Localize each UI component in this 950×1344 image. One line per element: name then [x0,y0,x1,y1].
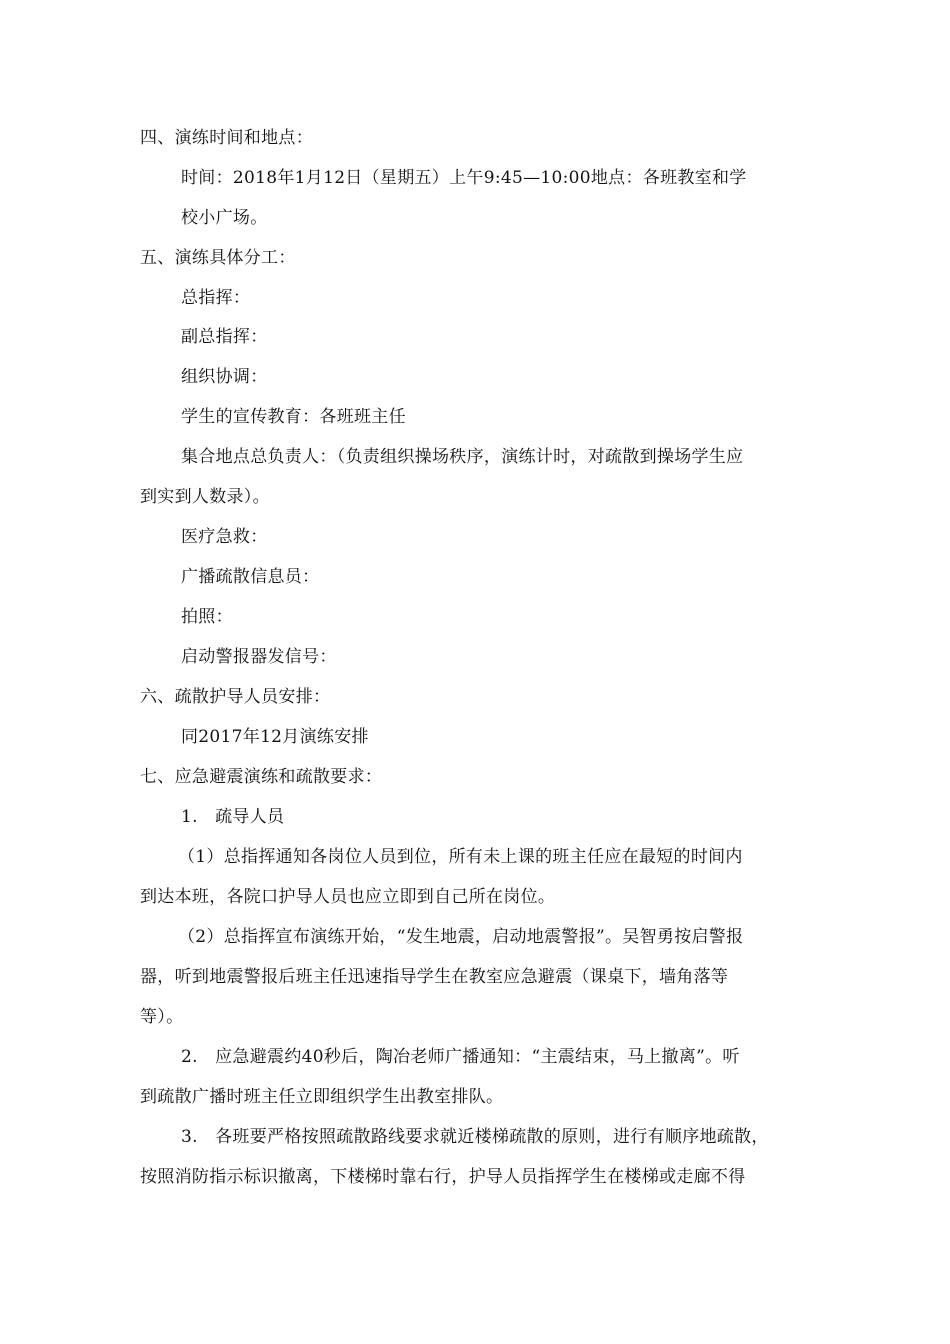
role-publicity: 学生的宣传教育：各班班主任 [181,407,406,427]
item-3-text: 3. 各班要严格按照疏散路线要求就近楼梯疏散的原则，进行有顺序地疏散， [181,1127,769,1147]
drill-time-text: 时间：2018年1月12日（星期五）上午9:45—10:00地点：各班教室和学 [181,168,747,188]
role-coordination: 组织协调： [181,367,268,387]
item-1-2-text-end: 等）。 [140,1007,184,1027]
section-heading-5: 五、演练具体分工： [140,248,296,268]
item-1-heading: 1. 疏导人员 [181,807,285,827]
item-1-2-text-cont: 器，听到地震警报后班主任迅速指导学生在教室应急避震（课桌下，墙角落等 [140,967,729,987]
role-medical: 医疗急救： [181,527,268,547]
role-alarm: 启动警报器发信号： [181,647,337,667]
role-assembly-lead-cont: 到实到人数录）。 [140,487,270,507]
role-broadcast: 广播疏散信息员： [181,567,320,587]
role-deputy-commander: 副总指挥： [181,327,268,347]
drill-location-text: 校小广场。 [181,208,268,228]
role-photography: 拍照： [181,607,233,627]
section-heading-4: 四、演练时间和地点： [140,128,313,148]
role-assembly-lead: 集合地点总负责人：（负责组织操场秩序，演练计时，对疏散到操场学生应 [181,447,744,467]
section-heading-7: 七、应急避震演练和疏散要求： [140,767,383,787]
item-3-text-cont: 按照消防指示标识撤离，下楼梯时靠右行，护导人员指挥学生在楼梯或走廊不得 [140,1167,746,1187]
item-1-1-text: （1）总指挥通知各岗位人员到位，所有未上课的班主任应在最短的时间内 [178,847,743,867]
item-2-text-cont: 到疏散广播时班主任立即组织学生出教室排队。 [140,1087,504,1107]
role-commander: 总指挥： [181,288,251,308]
guide-arrangement-text: 同2017年12月演练安排 [181,727,369,747]
section-heading-6: 六、疏散护导人员安排： [140,687,331,707]
item-1-1-text-cont: 到达本班，各院口护导人员也应立即到自己所在岗位。 [140,887,556,907]
item-2-text: 2. 应急避震约40秒后，陶冶老师广播通知：“主震结束，马上撤离”。听 [181,1047,740,1067]
item-1-2-text: （2）总指挥宣布演练开始，“发生地震，启动地震警报”。吴智勇按启警报 [178,927,744,947]
